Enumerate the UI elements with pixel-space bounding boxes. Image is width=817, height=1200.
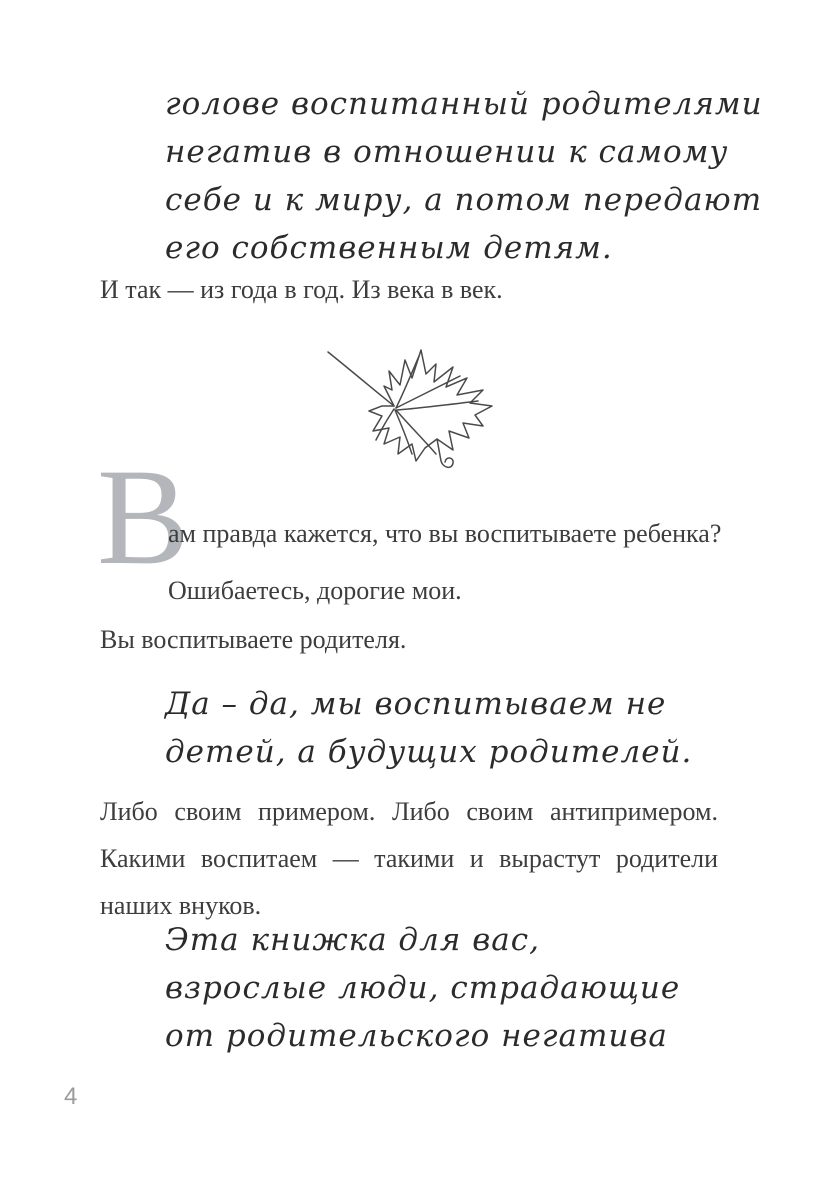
- handwritten-line: от родительского негатива: [165, 1018, 668, 1054]
- dropcap-line-2: Ошибаетесь, дорогие мои.: [168, 576, 462, 605]
- maple-leaf-icon: [322, 344, 512, 472]
- dropcap-line-1: ам правда кажется, что вы воспитываете ребенка?: [168, 519, 722, 548]
- handwritten-line: Эта книжка для вас,: [165, 922, 540, 958]
- paragraph-itak: И так — из года в год. Из века в век.: [100, 275, 503, 304]
- handwritten-quote-kniga: [165, 916, 680, 1060]
- handwritten-line: детей, а будущих родителей.: [165, 734, 693, 770]
- handwritten-line: голове воспитанный родителями: [165, 86, 763, 122]
- handwritten-line: его собственным детям.: [165, 230, 613, 266]
- handwritten-line: негатив в отношении к самому: [165, 134, 729, 170]
- paragraph-libo-line: наших внуков.: [100, 891, 262, 920]
- paragraph-libo-line: Какими воспитаем — такими и вырастут родители: [100, 844, 718, 873]
- handwritten-quote-top: [165, 80, 763, 272]
- handwritten-line: себе и к миру, а потом передают: [165, 182, 763, 218]
- dropcap-paragraph: [168, 505, 721, 619]
- paragraph-libo: [100, 788, 718, 929]
- paragraph-vy: Вы воспитываете родителя.: [100, 625, 407, 654]
- dropcap-initial: В: [97, 440, 190, 593]
- handwritten-line: взрослые люди, страдающие: [165, 970, 681, 1006]
- handwritten-line: Да – да, мы воспитываем не: [165, 686, 667, 722]
- paragraph-libo-line: Либо своим примером. Либо своим антипримером.: [100, 797, 718, 826]
- handwritten-quote-dada: [165, 680, 692, 776]
- page-number: 4: [64, 1083, 78, 1110]
